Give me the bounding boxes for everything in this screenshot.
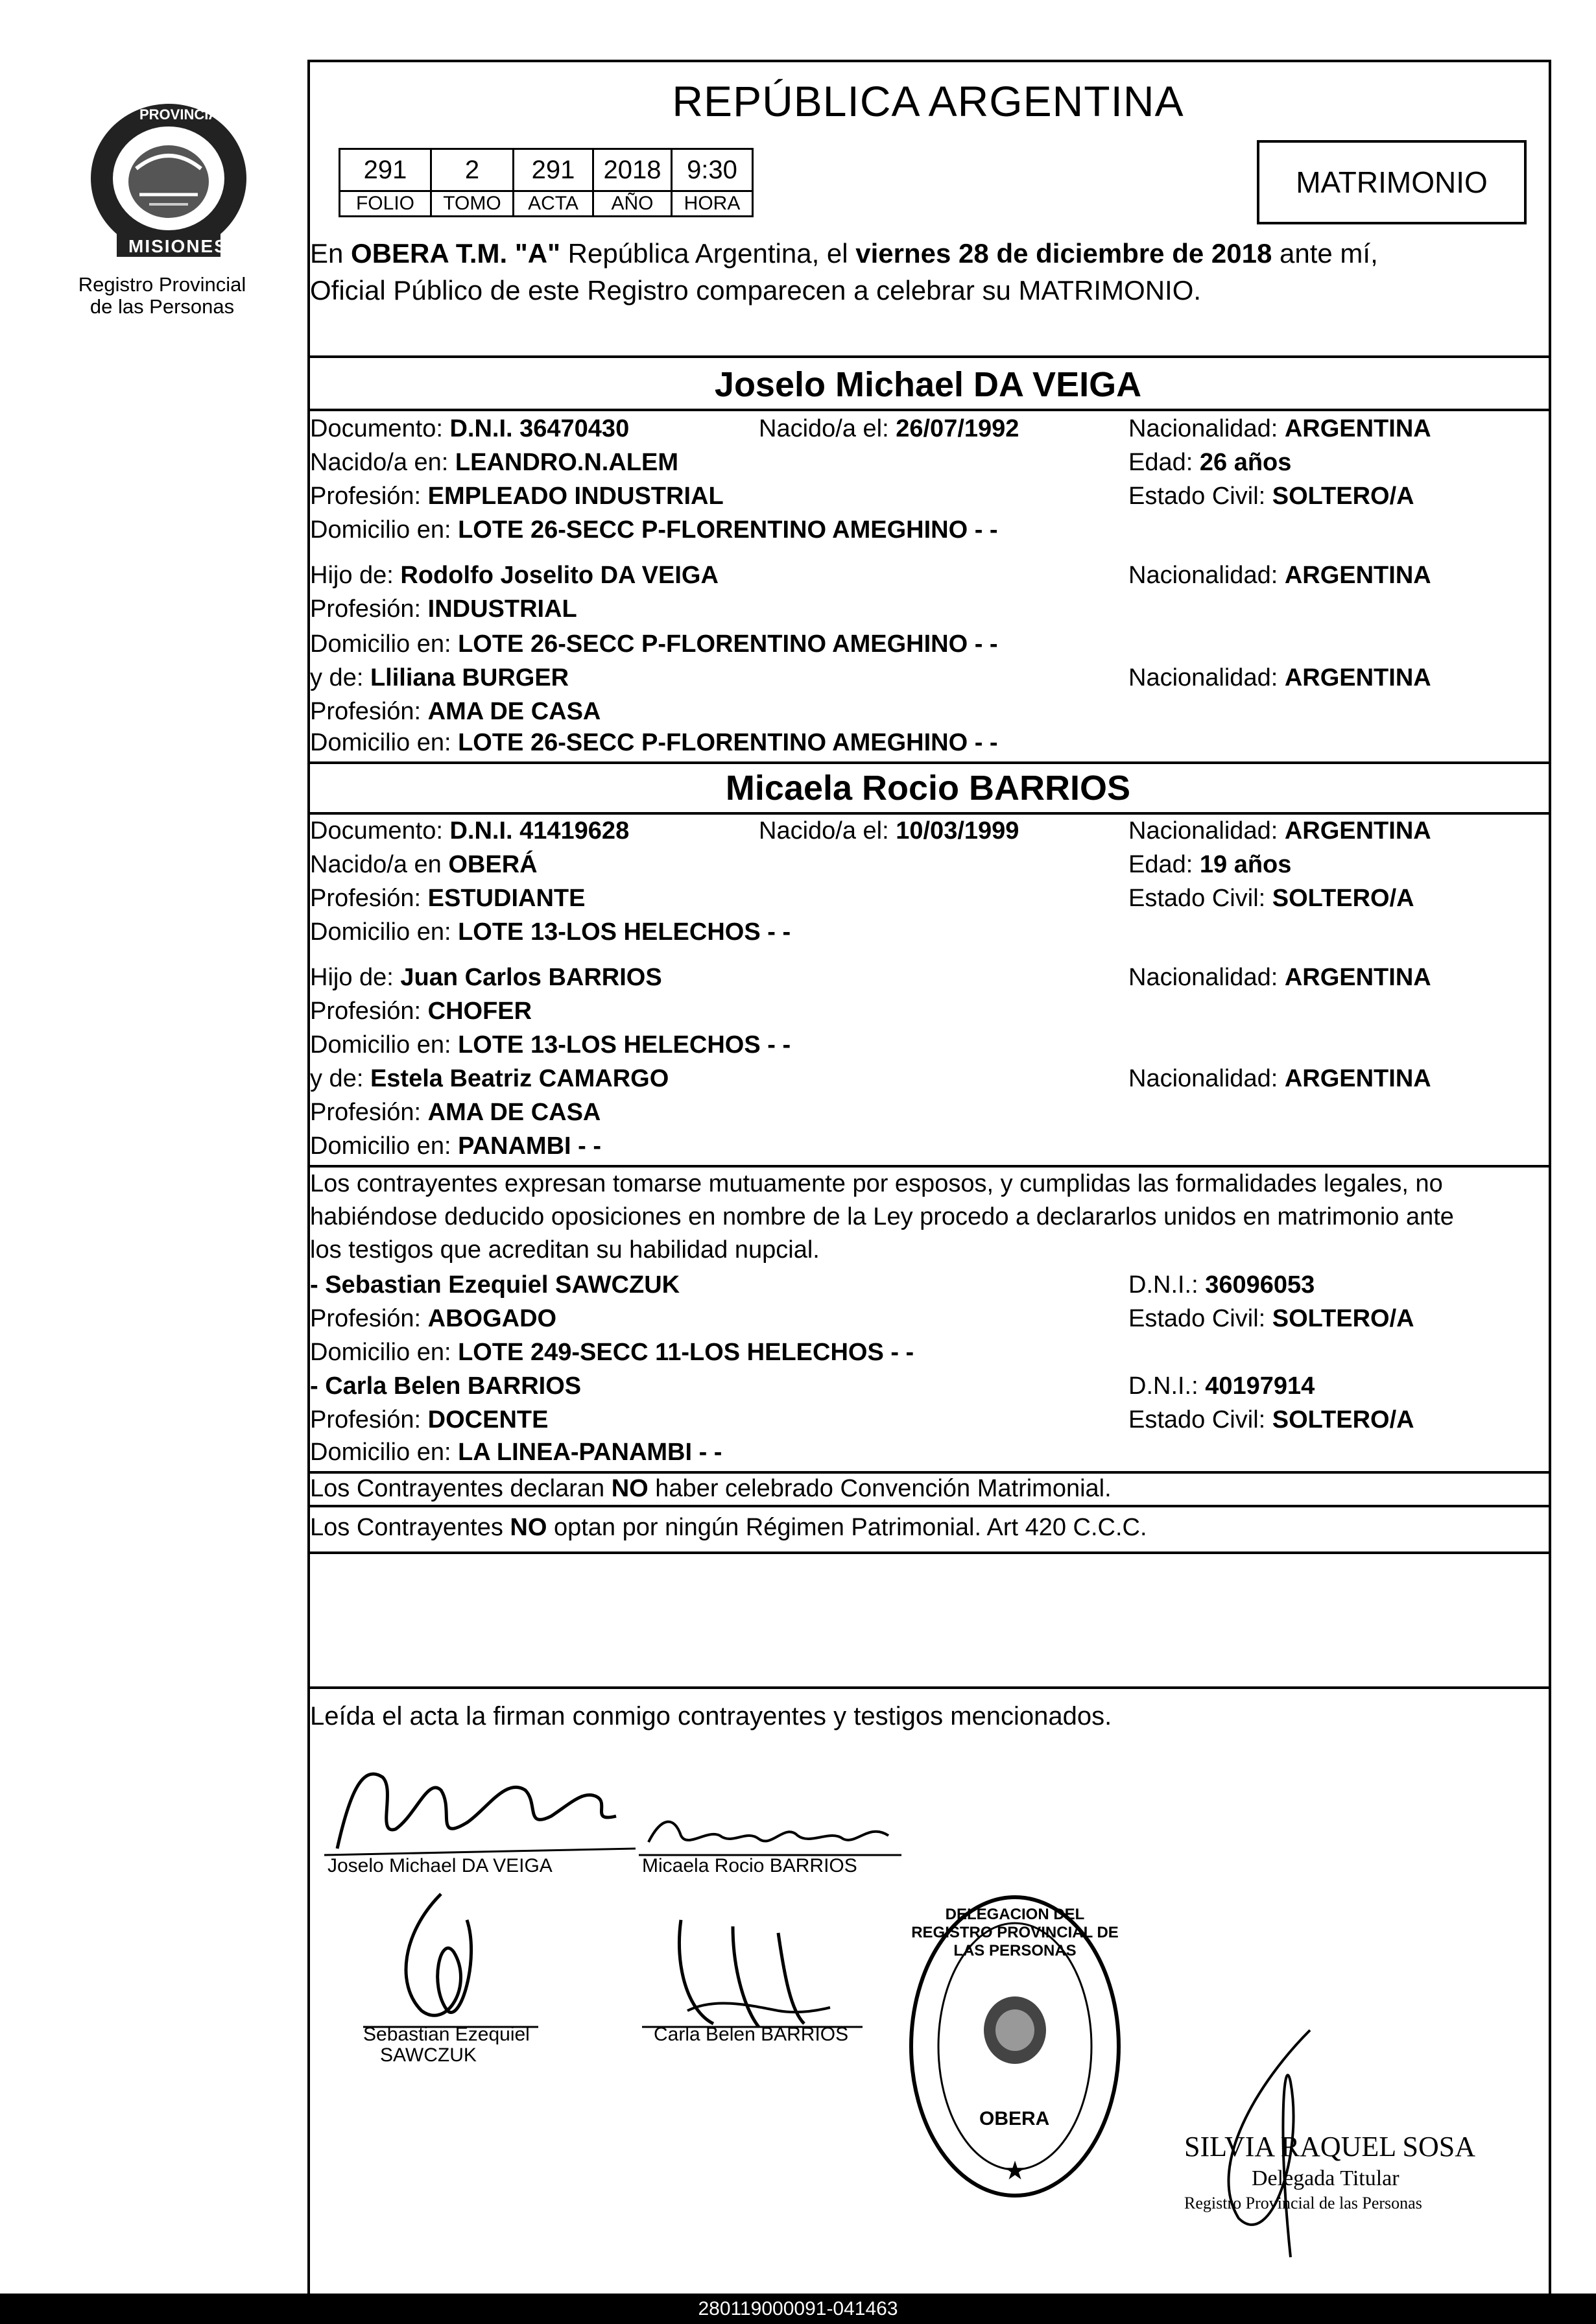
svg-text:★: ★ xyxy=(1003,2156,1027,2186)
groom-address: Domicilio en: LOTE 26-SECC P-FLORENTINO AMEGHINO - - xyxy=(310,516,998,544)
bride-profession: Profesión: ESTUDIANTE xyxy=(310,885,586,912)
intro-line2: Oficial Público de este Registro comparecen a celebrar su MATRIMONIO. xyxy=(310,275,1202,305)
bride-father-address: Domicilio en: LOTE 13-LOS HELECHOS - - xyxy=(310,1031,791,1059)
bride-born: Nacido/a el: 10/03/1999 xyxy=(759,817,1019,845)
year-label: AÑO xyxy=(593,191,672,217)
groom-birthplace: Nacido/a en: LEANDRO.N.ALEM xyxy=(310,449,679,476)
bride-age: Edad: 19 años xyxy=(1128,851,1292,878)
document-code: 280119000091-041463 xyxy=(698,2298,898,2319)
bride-father-nationality: Nacionalidad: ARGENTINA xyxy=(1128,964,1431,991)
province-seal xyxy=(78,97,259,259)
office-stamp xyxy=(908,1894,1122,2199)
bride-name: Micaela Rocio BARRIOS xyxy=(725,769,1131,808)
witness1-dni: D.N.I.: 36096053 xyxy=(1128,1271,1315,1299)
official-org: Registro Provincial de las Personas xyxy=(1184,2194,1422,2212)
tomo-label: TOMO xyxy=(431,191,514,217)
divider xyxy=(307,1686,1551,1689)
bride-civil-status: Estado Civil: SOLTERO/A xyxy=(1128,885,1414,912)
intro-place: OBERA T.M. "A" xyxy=(351,238,560,269)
divider xyxy=(307,409,1551,411)
seal-ring-bottom: MISIONES xyxy=(128,236,228,256)
witness2-address: Domicilio en: LA LINEA-PANAMBI - - xyxy=(310,1439,722,1466)
groom-signature xyxy=(311,1751,649,1862)
folio-value: 291 xyxy=(340,149,431,191)
groom-father-address: Domicilio en: LOTE 26-SECC P-FLORENTINO AMEGHINO - - xyxy=(310,630,998,658)
divider xyxy=(307,761,1551,764)
tomo-value: 2 xyxy=(431,149,514,191)
year-value: 2018 xyxy=(593,149,672,191)
bride-father-profession: Profesión: CHOFER xyxy=(310,998,532,1025)
intro-text xyxy=(310,235,1546,309)
acta-value: 291 xyxy=(514,149,593,191)
groom-age: Edad: 26 años xyxy=(1128,449,1292,476)
groom-nationality: Nacionalidad: ARGENTINA xyxy=(1128,415,1431,442)
stamp-ring-text: DELEGACION DEL REGISTRO PROVINCIAL DE LAS PERSONAS xyxy=(911,1906,1119,1959)
groom-mother-profession: Profesión: AMA DE CASA xyxy=(310,698,601,725)
official-title: Delegada Titular xyxy=(1252,2166,1399,2190)
groom-profession: Profesión: EMPLEADO INDUSTRIAL xyxy=(310,483,724,510)
divider xyxy=(307,1551,1551,1554)
groom-father-profession: Profesión: INDUSTRIAL xyxy=(310,595,577,623)
bride-mother-profession: Profesión: AMA DE CASA xyxy=(310,1099,601,1126)
bride-signature-label: Micaela Rocio BARRIOS xyxy=(642,1855,857,1876)
intro-suffix: ante mí, xyxy=(1272,238,1378,269)
closing-statement: Leída el acta la firman conmigo contrayentes y testigos mencionados. xyxy=(310,1702,1112,1731)
witness2-dni: D.N.I.: 40197914 xyxy=(1128,1372,1315,1400)
bride-signature xyxy=(636,1810,908,1862)
seal-ring-top: PROVINCIA DE xyxy=(139,106,243,123)
declaration-line1: Los contrayentes expresan tomarse mutuamente por esposos, y cumplidas las formalidades legales, no xyxy=(310,1170,1443,1197)
convention-statement: Los Contrayentes declaran NO haber celebrado Convención Matrimonial. xyxy=(310,1475,1112,1502)
groom-mother-nationality: Nacionalidad: ARGENTINA xyxy=(1128,664,1431,691)
bride-father: Hijo de: Juan Carlos BARRIOS xyxy=(310,964,662,991)
witness1-profession: Profesión: ABOGADO xyxy=(310,1305,557,1332)
groom-civil-status: Estado Civil: SOLTERO/A xyxy=(1128,483,1414,510)
groom-father-nationality: Nacionalidad: ARGENTINA xyxy=(1128,562,1431,589)
divider xyxy=(307,1471,1551,1474)
bride-mother-address: Domicilio en: PANAMBI - - xyxy=(310,1132,602,1160)
divider xyxy=(307,355,1551,358)
witness2-profession: Profesión: DOCENTE xyxy=(310,1406,549,1433)
bride-address: Domicilio en: LOTE 13-LOS HELECHOS - - xyxy=(310,918,791,946)
witness1-signature-label-1: Sebastian Ezequiel xyxy=(363,2024,530,2045)
bride-mother-nationality: Nacionalidad: ARGENTINA xyxy=(1128,1065,1431,1092)
logo-caption-line2: de las Personas xyxy=(89,295,235,318)
acta-label: ACTA xyxy=(514,191,593,217)
witness1-address: Domicilio en: LOTE 249-SECC 11-LOS HELECHOS - - xyxy=(310,1339,914,1366)
hour-value: 9:30 xyxy=(672,149,753,191)
intro-prefix: En xyxy=(310,238,351,269)
hour-label: HORA xyxy=(672,191,753,217)
witness1-signature-label-2: SAWCZUK xyxy=(380,2044,477,2066)
groom-born: Nacido/a el: 26/07/1992 xyxy=(759,415,1019,442)
divider xyxy=(307,812,1551,815)
stamp-city: OBERA xyxy=(979,2108,1050,2129)
witness2-name: - Carla Belen BARRIOS xyxy=(310,1372,582,1400)
groom-signature-label: Joselo Michael DA VEIGA xyxy=(328,1855,553,1876)
groom-mother: y de: Lliliana BURGER xyxy=(310,664,569,691)
intro-date: viernes 28 de diciembre de 2018 xyxy=(855,238,1272,269)
bride-doc: Documento: D.N.I. 41419628 xyxy=(310,817,630,845)
witness1-name: - Sebastian Ezequiel SAWCZUK xyxy=(310,1271,680,1299)
declaration-line2: habiéndose deducido oposiciones en nombre de la Ley procedo a declararlos unidos en matrimonio ante xyxy=(310,1203,1454,1230)
groom-mother-address: Domicilio en: LOTE 26-SECC P-FLORENTINO AMEGHINO - - xyxy=(310,729,998,756)
intro-middle: República Argentina, el xyxy=(560,238,856,269)
groom-doc: Documento: D.N.I. 36470430 xyxy=(310,415,630,442)
record-meta-table xyxy=(339,148,754,217)
witness1-civil-status: Estado Civil: SOLTERO/A xyxy=(1128,1305,1414,1332)
bride-birthplace: Nacido/a en OBERÁ xyxy=(310,851,538,878)
declaration-line3: los testigos que acreditan su habilidad nupcial. xyxy=(310,1236,820,1264)
divider xyxy=(307,1505,1551,1507)
bride-nationality: Nacionalidad: ARGENTINA xyxy=(1128,817,1431,845)
regime-statement: Los Contrayentes NO optan por ningún Régimen Patrimonial. Art 420 C.C.C. xyxy=(310,1514,1147,1541)
act-type: MATRIMONIO xyxy=(1296,165,1488,199)
declaration-text xyxy=(310,1168,1546,1267)
bride-mother: y de: Estela Beatriz CAMARGO xyxy=(310,1065,669,1092)
act-type-box xyxy=(1257,140,1527,224)
folio-label: FOLIO xyxy=(340,191,431,217)
witness2-signature-label: Carla Belen BARRIOS xyxy=(654,2024,849,2045)
groom-father: Hijo de: Rodolfo Joselito DA VEIGA xyxy=(310,562,719,589)
official-name: SILVIA RAQUEL SOSA xyxy=(1184,2131,1476,2162)
page-title: REPÚBLICA ARGENTINA xyxy=(672,77,1184,125)
groom-name: Joselo Michael DA VEIGA xyxy=(714,365,1142,404)
logo-caption-line1: Registro Provincial xyxy=(78,273,246,296)
witness2-civil-status: Estado Civil: SOLTERO/A xyxy=(1128,1406,1414,1433)
document-code-bar xyxy=(0,2294,1596,2324)
